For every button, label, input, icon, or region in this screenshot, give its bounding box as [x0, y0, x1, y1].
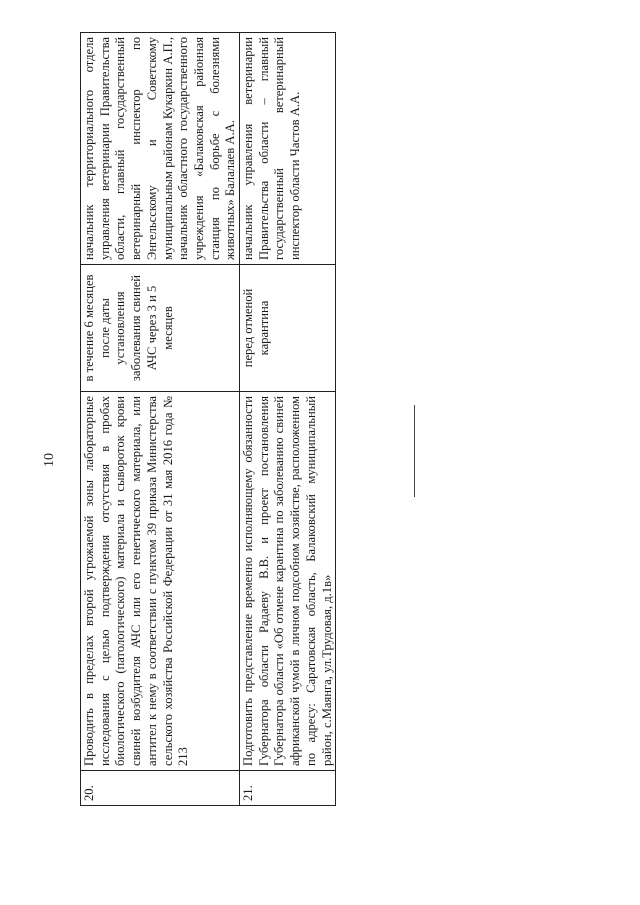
row-number: 20.: [81, 771, 240, 806]
deadline-cell: в течение 6 месяцев после даты установления заболевания свиней АЧС через 3 и 5 месяцев: [81, 265, 240, 392]
responsible-cell: начальник территориального отдела управления ветеринарии Правительства области, главный государственный ветеринарный инспектор по Энгельсскому и Советскому муниципальным районам Кукаркин А.П., начальник областного государственного учреждения «Балаковская районная станция по борьбе с болезнями животных» Балалаев А.А.: [81, 33, 240, 265]
page-number: 10: [42, 453, 57, 467]
row-number: 21.: [240, 771, 336, 806]
table-row: [81, 33, 240, 806]
table-row: [240, 33, 336, 806]
end-of-document-line: [414, 405, 415, 497]
action-cell: Подготовить представление временно исполняющему обязанности Губернатора области Радаеву В.В. и проект постановления Губернатора области «Об отмене карантина по заболеванию свиней африканской чумой в личном подсобном хозяйстве, расположенном по адресу: Саратовская область, Балаковский муниципальный район, с.Маянга, ул.Трудовая, д.1в»: [240, 392, 336, 771]
deadline-cell: перед отменой карантина: [240, 265, 336, 392]
measures-table: [80, 32, 336, 806]
responsible-cell: начальник управления ветеринарии Правительства области – главный государственный ветеринарный инспектор области Частов А.А.: [240, 33, 336, 265]
action-cell: Проводить в пределах второй угрожаемой зоны лабораторные исследования с целью подтверждения отсутствия в пробах биологического (патологического) материала и сывороток крови свиней возбудителя АЧС или его генетического материала, или антител к нему в соответствии с пунктом 39 приказа Министерства сельского хозяйства Российской Федерации от 31 мая 2016 года № 213: [81, 392, 240, 771]
